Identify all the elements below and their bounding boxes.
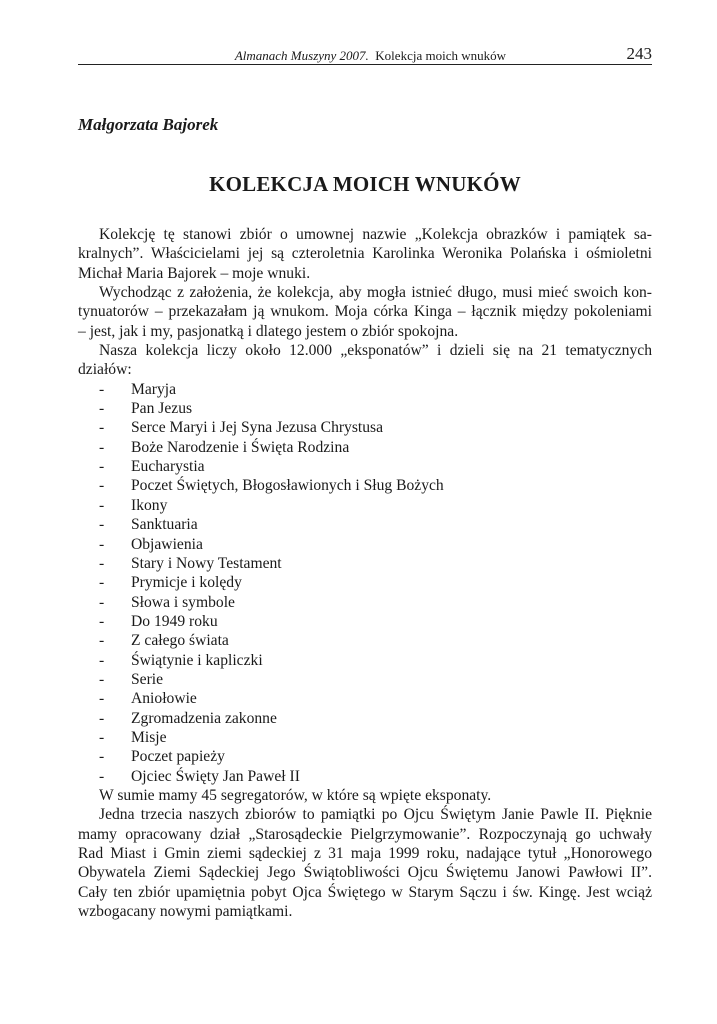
list-item — [78, 573, 652, 592]
paragraph — [78, 786, 652, 805]
list-item — [78, 476, 652, 495]
paragraph-line: działów: — [78, 361, 132, 379]
list-item — [78, 535, 652, 554]
list-item-label: Maryja — [131, 380, 177, 398]
article-body — [78, 225, 652, 921]
header-article: Kolekcja moich wnuków — [375, 48, 506, 63]
list-item — [78, 457, 652, 476]
list-item-label: Zgromadzenia zakonne — [131, 709, 277, 727]
list-item — [78, 496, 652, 515]
article-title: KOLEKCJA MOICH WNUKÓW — [209, 172, 521, 196]
list-item-label: Świątynie i kapliczki — [131, 651, 263, 669]
paragraph-line: wzbogacany nowymi pamiątkami. — [78, 903, 293, 921]
running-header — [78, 44, 652, 64]
list-item-label: Stary i Nowy Testament — [131, 554, 282, 572]
paragraph-line: Nasza kolekcja liczy około 12.000 „eksponatów” i dzieli się na 21 tematycznych — [99, 342, 652, 360]
list-item-label: Misje — [131, 728, 167, 746]
list-dash: - — [99, 670, 105, 688]
list-item-label: Aniołowie — [131, 690, 197, 708]
list-item-label: Prymicje i kolędy — [131, 574, 242, 592]
list-dash: - — [99, 574, 105, 592]
list-dash: - — [99, 554, 105, 572]
paragraph-line: Obywatela Ziemi Sądeckiej Jego Świątobliwości Ojcu Świętemu Janowi Pawłowi II”. — [78, 864, 652, 882]
header-title — [235, 48, 506, 64]
list-item — [78, 612, 652, 631]
list-dash: - — [99, 535, 105, 553]
sections-list — [78, 380, 652, 786]
list-item-label: Ojciec Święty Jan Paweł II — [131, 767, 300, 785]
list-dash: - — [99, 400, 105, 418]
paragraph-line: Kolekcję tę stanowi zbiór o umownej nazwie „Kolekcja obrazków i pamiątek sa- — [99, 226, 652, 243]
list-item-label: Słowa i symbole — [131, 593, 235, 611]
author-name: Małgorzata Bajorek — [78, 115, 219, 134]
paragraph-line: tynuatorów – przekazałam ją wnukom. Moja córka Kinga – łącznik między pokoleniami — [78, 303, 652, 321]
list-item — [78, 670, 652, 689]
list-item — [78, 554, 652, 573]
list-item — [78, 767, 652, 786]
list-dash: - — [99, 477, 105, 495]
list-item-label: Pan Jezus — [131, 400, 193, 418]
list-dash: - — [99, 690, 105, 708]
list-dash: - — [99, 651, 105, 669]
list-dash: - — [99, 458, 105, 476]
paragraph-line: Jedna trzecia naszych zbiorów to pamiątki po Ojcu Świętym Janie Pawle II. Pięknie — [99, 806, 652, 824]
header-journal: Almanach Muszyny 2007. — [234, 48, 369, 63]
list-item-label: Serie — [131, 670, 164, 688]
paragraph — [78, 283, 652, 341]
list-item — [78, 399, 652, 418]
paragraph-line: Michał Maria Bajorek – moje wnuki. — [78, 264, 311, 282]
list-dash: - — [99, 419, 105, 437]
list-item-label: Boże Narodzenie i Święta Rodzina — [131, 438, 350, 456]
list-dash: - — [99, 728, 105, 746]
list-item-label: Eucharystia — [131, 458, 205, 476]
list-dash: - — [99, 767, 105, 785]
list-dash: - — [99, 593, 105, 611]
list-item-label: Sanktuaria — [131, 516, 198, 534]
list-dash: - — [99, 438, 105, 456]
paragraph-line: W sumie mamy 45 segregatorów, w które są wpięte eksponaty. — [99, 786, 492, 804]
list-item — [78, 709, 652, 728]
paragraph — [78, 341, 652, 380]
list-item-label: Ikony — [131, 496, 168, 514]
list-dash: - — [99, 496, 105, 514]
list-dash: - — [99, 516, 105, 534]
list-item — [78, 515, 652, 534]
list-item — [78, 728, 652, 747]
paragraph — [78, 225, 652, 283]
list-item — [78, 631, 652, 650]
paragraph-line: Cały ten zbiór upamiętnia pobyt Ojca Świętego w Starym Sączu i św. Kingę. Jest wciąż — [78, 883, 652, 901]
list-item — [78, 593, 652, 612]
list-item — [78, 689, 652, 708]
list-item — [78, 438, 652, 457]
list-item — [78, 651, 652, 670]
intro-paragraphs — [78, 225, 652, 380]
list-item — [78, 418, 652, 437]
list-dash: - — [99, 380, 105, 398]
paragraph-line: Wychodząc z założenia, że kolekcja, aby mogła istnieć długo, musi mieć swoich kon- — [99, 284, 652, 302]
closing-paragraphs — [78, 786, 652, 921]
list-item-label: Poczet Świętych, Błogosławionych i Sług Bożych — [131, 477, 444, 495]
list-item-label: Do 1949 roku — [131, 612, 218, 630]
paragraph-line: kralnych”. Właścicielami jej są czteroletnia Karolinka Weronika Polańska i ośmioletni — [78, 245, 652, 263]
list-item-label: Z całego świata — [131, 632, 229, 650]
list-dash: - — [99, 612, 105, 630]
header-rule — [78, 64, 652, 65]
list-item-label: Serce Maryi i Jej Syna Jezusa Chrystusa — [131, 419, 384, 437]
list-dash: - — [99, 748, 105, 766]
page-number: 243 — [626, 44, 652, 63]
list-item-label: Objawienia — [131, 535, 203, 553]
list-dash: - — [99, 709, 105, 727]
list-dash: - — [99, 632, 105, 650]
list-item-label: Poczet papieży — [131, 748, 225, 766]
paragraph-line: – jest, jak i my, pasjonatką i dlatego jestem o zbiór spokojna. — [78, 322, 459, 340]
paragraph — [78, 805, 652, 921]
list-item — [78, 380, 652, 399]
list-item — [78, 747, 652, 766]
paragraph-line: mamy opracowany dział „Starosądeckie Pielgrzymowanie”. Rozpoczynają go uchwały — [78, 825, 652, 843]
paragraph-line: Rad Miast i Gmin ziemi sądeckiej z 31 maja 1999 roku, nadające tytuł „Honorowego — [78, 845, 652, 862]
